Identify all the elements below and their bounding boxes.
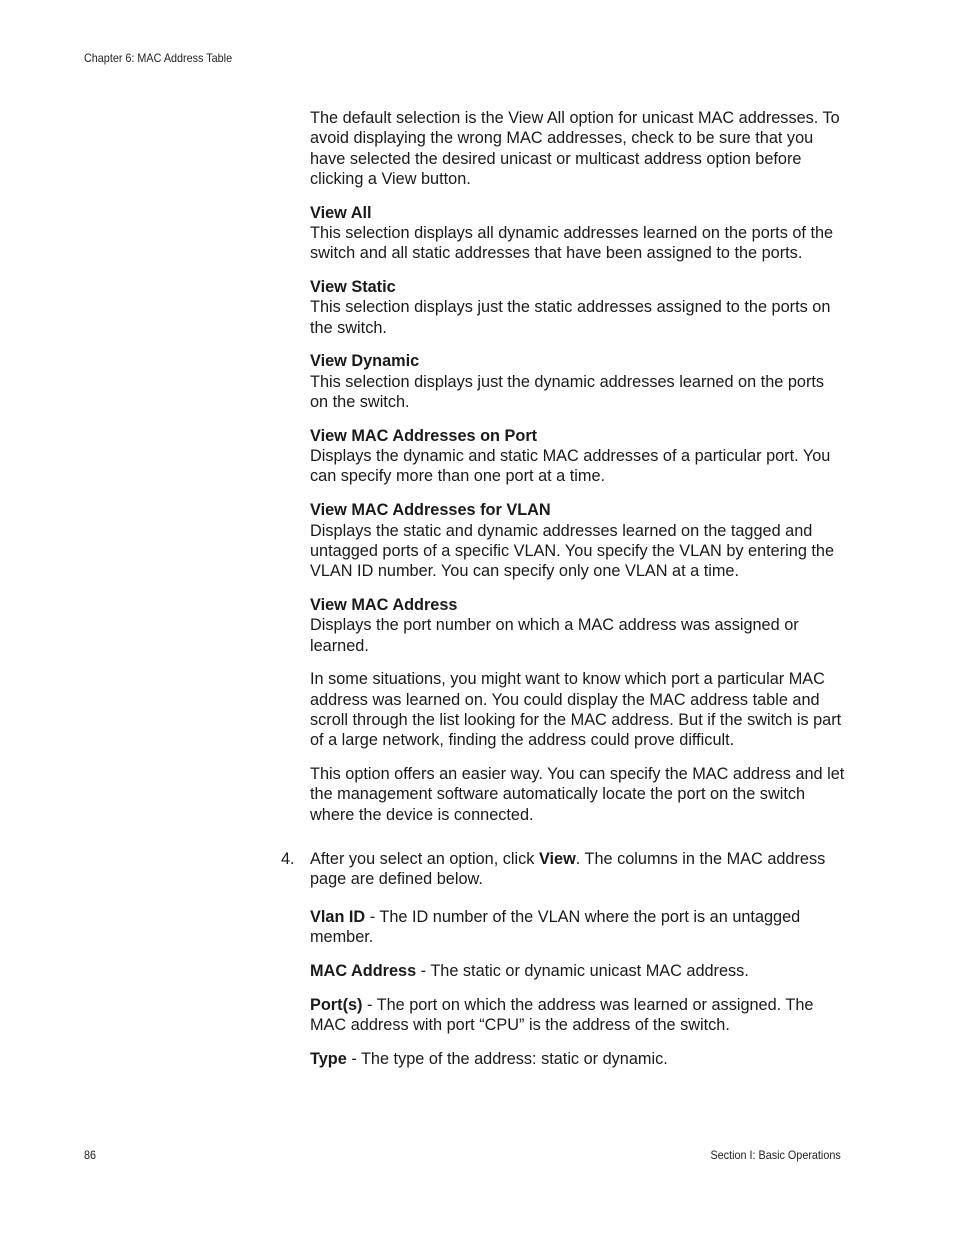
option-view-dynamic (310, 351, 846, 412)
option-title: View MAC Addresses on Port (310, 426, 538, 445)
page-body (281, 108, 846, 1083)
option-view-static (310, 277, 846, 338)
situations-paragraph: In some situations, you might want to know which port a particular MAC address was learned on. You could display the MAC address table and scroll through the list looking for the MAC address. But if the switch is part of a large network, finding the address could prove difficult. (310, 670, 842, 750)
column-def-ports (310, 995, 846, 1036)
column-def-type (310, 1049, 846, 1069)
column-term: Port(s) (310, 995, 363, 1014)
column-desc: - The type of the address: static or dynamic. (346, 1049, 668, 1068)
option-description: This selection displays all dynamic addresses learned on the ports of the switch and all static addresses that have been assigned to the ports. (310, 223, 834, 263)
step-number: 4. (281, 849, 295, 868)
option-view-mac-for-vlan (310, 500, 846, 581)
column-term: MAC Address (310, 962, 417, 981)
column-desc: - The ID number of the VLAN where the port is an untagged member. (310, 908, 801, 947)
chapter-header: Chapter 6: MAC Address Table (84, 51, 233, 65)
option-view-mac-on-port (310, 426, 846, 487)
option-description: This selection displays just the static addresses assigned to the ports on the switch. (310, 298, 831, 337)
option-title: View All (310, 203, 372, 222)
column-def-vlan-id (310, 907, 846, 948)
option-description: This selection displays just the dynamic addresses learned on the ports on the switch. (310, 372, 825, 412)
column-desc: - The port on which the address was learned or assigned. The MAC address with port “CPU” is the address of the switch. (310, 995, 814, 1035)
easier-way-paragraph: This option offers an easier way. You can specify the MAC address and let the management software automatically locate the port on the switch where the device is connected. (310, 765, 845, 824)
option-description: Displays the static and dynamic addresses learned on the tagged and untagged ports of a specific VLAN. You specify the VLAN by entering the VLAN ID number. You can specify only one VLAN at a time. (310, 521, 835, 581)
option-title: View MAC Address (310, 595, 458, 614)
step-4 (281, 849, 846, 890)
page-number: 86 (84, 1148, 97, 1162)
column-def-mac-address (310, 961, 846, 981)
intro-paragraph: The default selection is the View All option for unicast MAC addresses. To avoid displaying the wrong MAC addresses, check to be sure that you have selected the desired unicast or multicast address option before clicking a View button. (310, 109, 840, 188)
option-description: Displays the port number on which a MAC address was assigned or learned. (310, 616, 799, 655)
option-description: Displays the dynamic and static MAC addresses of a particular port. You can specify more than one port at a time. (310, 447, 831, 486)
step-text-before: After you select an option, click (310, 849, 539, 868)
option-view-all (310, 203, 846, 264)
column-term: Type (310, 1049, 347, 1068)
section-footer: Section I: Basic Operations (710, 1148, 841, 1162)
option-title: View Static (310, 278, 396, 297)
column-desc: - The static or dynamic unicast MAC address. (416, 962, 749, 981)
column-term: Vlan ID (310, 908, 366, 926)
step-text-bold: View (538, 849, 576, 868)
option-title: View MAC Addresses for VLAN (310, 501, 551, 520)
option-view-mac-address (310, 595, 846, 656)
option-title: View Dynamic (310, 352, 420, 371)
step-text-after: . The columns in the MAC address page are defined below. (310, 849, 826, 889)
